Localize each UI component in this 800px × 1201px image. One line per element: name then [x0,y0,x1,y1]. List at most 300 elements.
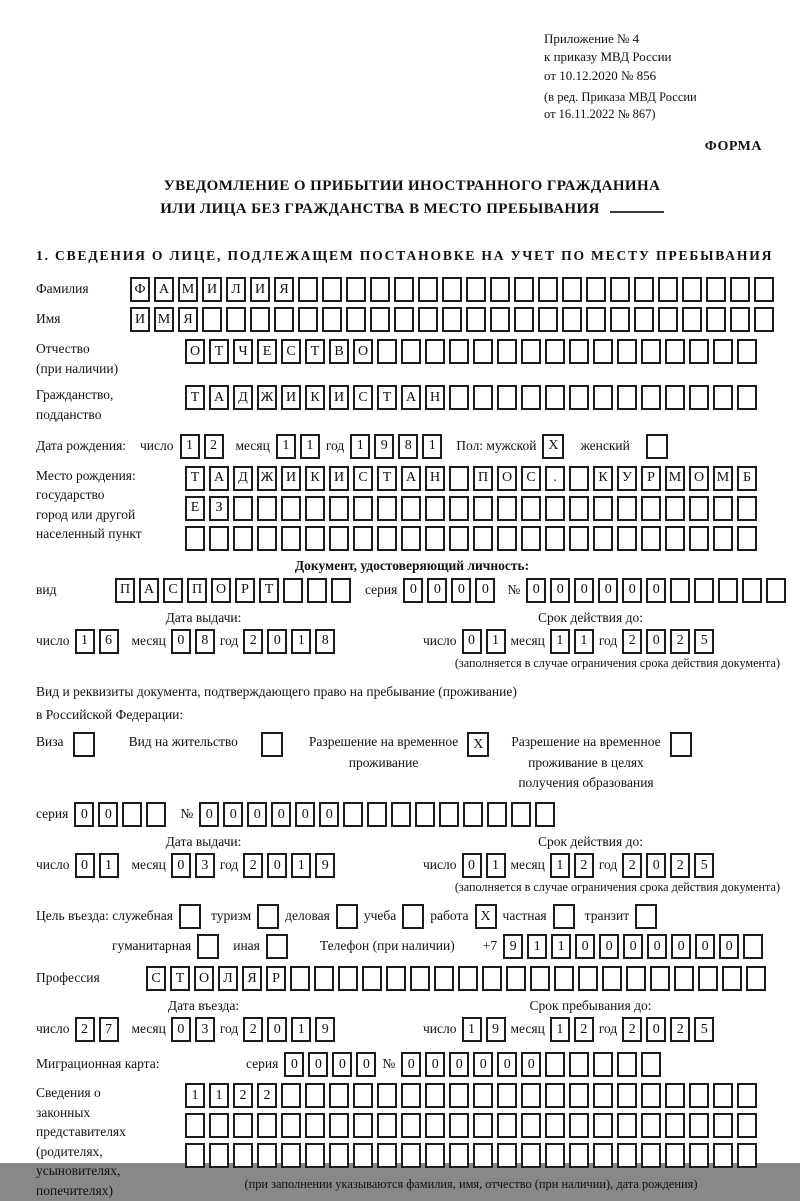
char-cell[interactable] [569,466,589,491]
char-cell[interactable] [418,277,438,302]
char-cell[interactable]: 9 [315,853,335,878]
char-cell[interactable] [641,339,661,364]
birth-month-boxes[interactable] [276,434,320,459]
char-cell[interactable] [521,1083,541,1108]
char-cell[interactable]: 0 [247,802,267,827]
char-cell[interactable]: 1 [422,434,442,459]
char-cell[interactable] [449,496,469,521]
residence-valid-year[interactable] [622,853,714,878]
char-cell[interactable]: 1 [550,1017,570,1042]
char-cell[interactable] [665,339,685,364]
char-cell[interactable]: А [139,578,159,603]
char-cell[interactable] [466,307,486,332]
char-cell[interactable] [233,526,253,551]
char-cell[interactable] [281,1143,301,1168]
char-cell[interactable]: Т [209,339,229,364]
char-cell[interactable] [185,1143,205,1168]
char-cell[interactable] [473,339,493,364]
char-cell[interactable] [593,339,613,364]
char-cell[interactable] [353,1083,373,1108]
char-cell[interactable]: И [130,307,150,332]
char-cell[interactable] [737,526,757,551]
char-cell[interactable] [257,1143,277,1168]
identity-issue-month[interactable] [171,629,215,654]
char-cell[interactable]: 0 [473,1052,493,1077]
char-cell[interactable] [490,277,510,302]
char-cell[interactable] [497,1083,517,1108]
char-cell[interactable] [305,1143,325,1168]
char-cell[interactable]: 0 [623,934,643,959]
char-cell[interactable] [250,307,270,332]
char-cell[interactable] [233,496,253,521]
char-cell[interactable] [329,496,349,521]
char-cell[interactable] [689,339,709,364]
char-cell[interactable] [569,1052,589,1077]
char-cell[interactable] [554,966,574,991]
char-cell[interactable] [569,1083,589,1108]
char-cell[interactable] [353,496,373,521]
char-cell[interactable]: 3 [195,853,215,878]
char-cell[interactable]: 1 [209,1083,229,1108]
char-cell[interactable] [401,1113,421,1138]
residence-issue-year[interactable] [243,853,335,878]
char-cell[interactable]: 0 [199,802,219,827]
char-cell[interactable] [569,1143,589,1168]
char-cell[interactable]: 2 [574,1017,594,1042]
char-cell[interactable]: 0 [171,1017,191,1042]
char-cell[interactable]: 0 [475,578,495,603]
char-cell[interactable]: 8 [315,629,335,654]
char-cell[interactable] [737,1083,757,1108]
char-cell[interactable]: 0 [267,629,287,654]
char-cell[interactable]: 0 [622,578,642,603]
char-cell[interactable]: 1 [574,629,594,654]
char-cell[interactable] [593,1143,613,1168]
char-cell[interactable] [314,966,334,991]
char-cell[interactable]: И [250,277,270,302]
char-cell[interactable] [442,307,462,332]
birth-place-boxes-row2[interactable] [185,496,757,521]
char-cell[interactable] [367,802,387,827]
profession-boxes[interactable] [146,966,766,991]
char-cell[interactable] [401,1083,421,1108]
char-cell[interactable]: 1 [551,934,571,959]
char-cell[interactable]: Е [185,496,205,521]
stay-year[interactable] [622,1017,714,1042]
char-cell[interactable]: 2 [204,434,224,459]
char-cell[interactable] [698,966,718,991]
char-cell[interactable]: 1 [180,434,200,459]
char-cell[interactable]: В [329,339,349,364]
char-cell[interactable]: П [187,578,207,603]
char-cell[interactable] [713,1143,733,1168]
char-cell[interactable] [737,385,757,410]
char-cell[interactable]: 0 [332,1052,352,1077]
char-cell[interactable] [650,966,670,991]
char-cell[interactable] [713,339,733,364]
char-cell[interactable] [569,496,589,521]
char-cell[interactable]: А [209,385,229,410]
char-cell[interactable] [641,1052,661,1077]
char-cell[interactable] [305,1113,325,1138]
char-cell[interactable] [593,496,613,521]
gender-female-checkbox[interactable] [646,434,668,459]
purpose-humanitarian-checkbox[interactable] [197,934,219,959]
char-cell[interactable] [641,1083,661,1108]
char-cell[interactable] [482,966,502,991]
char-cell[interactable]: 5 [694,1017,714,1042]
char-cell[interactable]: О [353,339,373,364]
char-cell[interactable]: 1 [486,853,506,878]
char-cell[interactable]: И [329,385,349,410]
char-cell[interactable]: 0 [271,802,291,827]
char-cell[interactable] [521,496,541,521]
char-cell[interactable]: Я [274,277,294,302]
residence-number-boxes[interactable] [199,802,555,827]
char-cell[interactable]: Д [233,466,253,491]
char-cell[interactable]: Б [737,466,757,491]
char-cell[interactable] [730,277,750,302]
char-cell[interactable]: 0 [574,578,594,603]
purpose-private-checkbox[interactable] [553,904,575,929]
char-cell[interactable] [626,966,646,991]
gender-male-checkbox[interactable]: X [542,434,564,459]
char-cell[interactable]: 1 [99,853,119,878]
char-cell[interactable]: С [353,466,373,491]
char-cell[interactable]: К [305,466,325,491]
char-cell[interactable] [298,277,318,302]
char-cell[interactable] [401,339,421,364]
char-cell[interactable]: 0 [74,802,94,827]
char-cell[interactable]: 0 [646,1017,666,1042]
char-cell[interactable]: Р [235,578,255,603]
patronymic-boxes[interactable] [185,339,757,364]
char-cell[interactable] [578,966,598,991]
char-cell[interactable] [737,1113,757,1138]
char-cell[interactable] [233,1143,253,1168]
char-cell[interactable]: К [593,466,613,491]
char-cell[interactable] [281,1083,301,1108]
char-cell[interactable] [689,526,709,551]
char-cell[interactable] [562,307,582,332]
char-cell[interactable] [617,1143,637,1168]
identity-valid-month[interactable] [550,629,594,654]
char-cell[interactable]: 7 [99,1017,119,1042]
char-cell[interactable] [418,307,438,332]
char-cell[interactable]: 1 [291,1017,311,1042]
char-cell[interactable] [233,1113,253,1138]
char-cell[interactable] [290,966,310,991]
char-cell[interactable]: И [202,277,222,302]
char-cell[interactable]: К [305,385,325,410]
char-cell[interactable] [514,307,534,332]
char-cell[interactable] [754,277,774,302]
char-cell[interactable]: 3 [195,1017,215,1042]
char-cell[interactable]: Я [178,307,198,332]
char-cell[interactable] [377,1143,397,1168]
birth-place-boxes-row3[interactable] [185,526,757,551]
char-cell[interactable]: 0 [646,578,666,603]
char-cell[interactable] [425,526,445,551]
identity-valid-day[interactable] [462,629,506,654]
char-cell[interactable] [665,1083,685,1108]
char-cell[interactable]: Ж [257,466,277,491]
char-cell[interactable] [209,1113,229,1138]
char-cell[interactable]: 6 [99,629,119,654]
char-cell[interactable] [377,1083,397,1108]
char-cell[interactable]: 0 [462,853,482,878]
char-cell[interactable]: 1 [527,934,547,959]
char-cell[interactable] [353,1143,373,1168]
char-cell[interactable] [490,307,510,332]
char-cell[interactable] [449,466,469,491]
char-cell[interactable]: 0 [599,934,619,959]
stay-month[interactable] [550,1017,594,1042]
char-cell[interactable] [425,1143,445,1168]
char-cell[interactable] [610,307,630,332]
char-cell[interactable] [545,1052,565,1077]
char-cell[interactable] [730,307,750,332]
char-cell[interactable]: 2 [622,853,642,878]
purpose-business-checkbox[interactable] [336,904,358,929]
purpose-transit-checkbox[interactable] [635,904,657,929]
char-cell[interactable]: 0 [319,802,339,827]
char-cell[interactable]: 0 [427,578,447,603]
char-cell[interactable] [473,496,493,521]
char-cell[interactable] [305,496,325,521]
char-cell[interactable] [530,966,550,991]
char-cell[interactable]: 0 [171,629,191,654]
char-cell[interactable] [257,1113,277,1138]
char-cell[interactable]: С [163,578,183,603]
char-cell[interactable] [545,1143,565,1168]
char-cell[interactable] [617,526,637,551]
visa-checkbox[interactable] [73,732,95,757]
char-cell[interactable]: 0 [284,1052,304,1077]
char-cell[interactable] [593,526,613,551]
char-cell[interactable]: У [617,466,637,491]
char-cell[interactable] [473,1143,493,1168]
char-cell[interactable] [713,1083,733,1108]
char-cell[interactable] [665,385,685,410]
char-cell[interactable] [545,385,565,410]
char-cell[interactable]: 2 [75,1017,95,1042]
residence-valid-month[interactable] [550,853,594,878]
char-cell[interactable] [569,339,589,364]
char-cell[interactable]: . [545,466,565,491]
char-cell[interactable]: Т [305,339,325,364]
char-cell[interactable] [706,307,726,332]
stay-day[interactable] [462,1017,506,1042]
char-cell[interactable]: 0 [295,802,315,827]
char-cell[interactable] [586,307,606,332]
char-cell[interactable]: 0 [267,1017,287,1042]
char-cell[interactable]: 1 [185,1083,205,1108]
char-cell[interactable] [497,1113,517,1138]
char-cell[interactable] [473,1083,493,1108]
char-cell[interactable] [569,526,589,551]
char-cell[interactable] [185,1113,205,1138]
char-cell[interactable] [434,966,454,991]
char-cell[interactable] [737,496,757,521]
birth-year-boxes[interactable] [350,434,442,459]
char-cell[interactable] [593,1052,613,1077]
char-cell[interactable] [706,277,726,302]
char-cell[interactable]: 2 [622,1017,642,1042]
char-cell[interactable] [538,307,558,332]
char-cell[interactable]: Р [266,966,286,991]
char-cell[interactable] [521,1143,541,1168]
citizenship-boxes[interactable] [185,385,757,410]
char-cell[interactable] [329,526,349,551]
char-cell[interactable] [281,496,301,521]
char-cell[interactable] [689,496,709,521]
char-cell[interactable]: 0 [575,934,595,959]
char-cell[interactable] [602,966,622,991]
purpose-work-checkbox[interactable]: X [475,904,497,929]
char-cell[interactable] [521,1113,541,1138]
char-cell[interactable] [386,966,406,991]
char-cell[interactable] [634,277,654,302]
char-cell[interactable]: 0 [646,853,666,878]
char-cell[interactable] [713,526,733,551]
char-cell[interactable]: 1 [291,853,311,878]
char-cell[interactable] [535,802,555,827]
char-cell[interactable]: А [154,277,174,302]
char-cell[interactable]: 0 [647,934,667,959]
char-cell[interactable] [377,496,397,521]
char-cell[interactable] [394,277,414,302]
char-cell[interactable]: 0 [98,802,118,827]
char-cell[interactable]: 0 [171,853,191,878]
residence-issue-month[interactable] [171,853,215,878]
doc-kind-boxes[interactable] [115,578,351,603]
temp-residence-checkbox[interactable]: X [467,732,489,757]
char-cell[interactable]: 9 [503,934,523,959]
char-cell[interactable] [545,496,565,521]
char-cell[interactable]: Ч [233,339,253,364]
char-cell[interactable] [458,966,478,991]
char-cell[interactable] [569,385,589,410]
char-cell[interactable] [569,1113,589,1138]
char-cell[interactable] [449,526,469,551]
char-cell[interactable]: Л [218,966,238,991]
char-cell[interactable] [538,277,558,302]
char-cell[interactable]: 0 [550,578,570,603]
char-cell[interactable]: 1 [550,629,570,654]
char-cell[interactable] [209,1143,229,1168]
char-cell[interactable]: 0 [308,1052,328,1077]
char-cell[interactable] [641,1143,661,1168]
char-cell[interactable]: 1 [276,434,296,459]
char-cell[interactable]: Н [425,385,445,410]
char-cell[interactable] [713,496,733,521]
char-cell[interactable] [742,578,762,603]
char-cell[interactable]: Т [185,466,205,491]
char-cell[interactable] [617,1113,637,1138]
char-cell[interactable]: С [521,466,541,491]
char-cell[interactable]: 2 [670,853,690,878]
char-cell[interactable] [353,1113,373,1138]
char-cell[interactable]: 0 [223,802,243,827]
char-cell[interactable] [473,1113,493,1138]
char-cell[interactable] [641,385,661,410]
char-cell[interactable] [449,385,469,410]
char-cell[interactable] [511,802,531,827]
char-cell[interactable]: И [281,385,301,410]
char-cell[interactable] [329,1083,349,1108]
char-cell[interactable]: 2 [257,1083,277,1108]
char-cell[interactable] [766,578,786,603]
char-cell[interactable]: 1 [291,629,311,654]
char-cell[interactable]: Р [641,466,661,491]
char-cell[interactable]: 0 [449,1052,469,1077]
char-cell[interactable] [689,1083,709,1108]
char-cell[interactable]: Т [377,385,397,410]
char-cell[interactable] [694,578,714,603]
char-cell[interactable] [449,339,469,364]
char-cell[interactable] [682,307,702,332]
char-cell[interactable] [641,1113,661,1138]
char-cell[interactable] [658,307,678,332]
char-cell[interactable] [617,385,637,410]
purpose-study-checkbox[interactable] [402,904,424,929]
char-cell[interactable] [425,1083,445,1108]
char-cell[interactable]: А [209,466,229,491]
char-cell[interactable] [665,496,685,521]
char-cell[interactable] [281,1113,301,1138]
char-cell[interactable]: 1 [462,1017,482,1042]
representatives-boxes-row3[interactable] [185,1143,757,1168]
char-cell[interactable] [670,578,690,603]
residence-issue-day[interactable] [75,853,119,878]
char-cell[interactable] [722,966,742,991]
char-cell[interactable] [346,277,366,302]
char-cell[interactable] [463,802,483,827]
char-cell[interactable] [466,277,486,302]
char-cell[interactable] [307,578,327,603]
char-cell[interactable] [545,526,565,551]
char-cell[interactable] [305,526,325,551]
char-cell[interactable] [682,277,702,302]
char-cell[interactable]: А [401,385,421,410]
char-cell[interactable]: З [209,496,229,521]
char-cell[interactable] [521,385,541,410]
char-cell[interactable] [617,1083,637,1108]
char-cell[interactable] [377,526,397,551]
char-cell[interactable] [343,802,363,827]
char-cell[interactable]: М [154,307,174,332]
char-cell[interactable] [331,578,351,603]
char-cell[interactable]: 2 [243,853,263,878]
char-cell[interactable]: 0 [401,1052,421,1077]
phone-boxes[interactable] [503,934,763,959]
char-cell[interactable] [658,277,678,302]
char-cell[interactable]: 0 [75,853,95,878]
char-cell[interactable]: 1 [486,629,506,654]
char-cell[interactable] [754,307,774,332]
char-cell[interactable]: 2 [574,853,594,878]
char-cell[interactable] [514,277,534,302]
temp-residence-edu-checkbox[interactable] [670,732,692,757]
char-cell[interactable] [617,1052,637,1077]
char-cell[interactable] [346,307,366,332]
char-cell[interactable]: Т [259,578,279,603]
char-cell[interactable]: А [401,466,421,491]
char-cell[interactable]: 8 [398,434,418,459]
char-cell[interactable]: 2 [670,1017,690,1042]
char-cell[interactable] [497,1143,517,1168]
